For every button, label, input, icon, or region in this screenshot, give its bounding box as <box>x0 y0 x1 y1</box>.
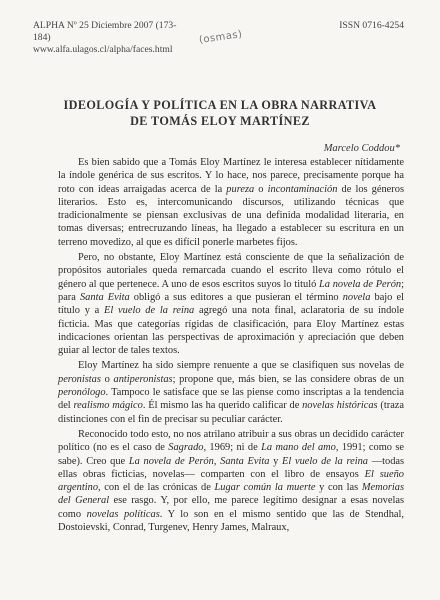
italic-run: La novela de Perón <box>319 278 402 290</box>
italic-run: La mano del amo <box>261 442 336 454</box>
text-run: (traza distinciones con el fin de precisar su peculiar carácter. <box>58 400 405 425</box>
italic-run: El vuelo de la reina <box>282 455 369 467</box>
text-run: Es bien sabido que a Tomás Eloy Martínez le interesa establecer nítidamente la índole genérica de sus escritos. Y lo hace, nos parece, precisamente porque ha roto con ideas arraigadas acerca de la <box>58 157 404 195</box>
paragraph <box>58 359 404 425</box>
italic-run: Santa Evita <box>220 455 270 467</box>
article-body <box>58 156 404 534</box>
italic-run: peronólogo <box>58 387 106 399</box>
italic-run: antiperonistas <box>113 373 173 385</box>
text-run: y <box>269 455 283 467</box>
italic-run: El vuelo de la reina <box>104 305 195 317</box>
text-run: ; propone que, más bien, se las considere obras de un <box>172 373 405 385</box>
title-line-2: DE TOMÁS ELOY MARTÍNEZ <box>130 114 310 128</box>
italic-run: Santa Evita <box>79 291 130 303</box>
text-run: , 1969; ni de <box>203 442 262 454</box>
text-run: —todas ellas obras ficticias, novelas— comparten con el libro de ensayos <box>58 455 405 480</box>
italic-run: El sueño argentino <box>58 468 404 494</box>
text-run: Reconocido todo esto, no nos atrilano atribuir a sus obras un decidido carácter político (no es el caso de <box>58 428 404 454</box>
text-run: . Tampoco le satisface que se las piense como inscriptas a la tendencia del <box>58 387 404 412</box>
title-line-1: IDEOLOGÍA Y POLÍTICA EN LA OBRA NARRATIVA <box>63 98 377 112</box>
italic-run: novela <box>342 291 371 303</box>
text-run: o <box>254 183 268 195</box>
text-run: ese rasgo. Y, por ello, me parece legítimo designar a esas novelas como <box>58 495 405 520</box>
text-run: , 1991; como se sabe). Creo que <box>58 442 404 467</box>
italic-run: Sagrado <box>168 442 204 454</box>
text-run: o <box>100 373 114 385</box>
text-run: obligó a sus editores a que pusieran el término <box>129 291 343 303</box>
text-run: agregó una nota final, aclaratoria de su índole ficticia. Mas que categorías rígidas de clasificación, para Eloy Martínez estas indicaciones orientan las perspectivas de aproximación y apreciación que deben guiar al lector de tales textos. <box>58 305 404 357</box>
italic-run: pureza <box>226 183 255 195</box>
issn-number: ISSN 0716-4254 <box>339 20 404 31</box>
journal-citation <box>33 20 193 56</box>
handwritten-note: (osmas) <box>198 29 244 46</box>
text-run: . Y lo son en el mismo sentido que las de Stendhal, Dostoievski, Conrad, Turgenev, Henry James, Malraux, <box>58 508 404 534</box>
journal-line: ALPHA Nº 25 Diciembre 2007 (173-184) <box>33 20 177 43</box>
text-run: y con las <box>315 482 362 494</box>
italic-run: Lugar común la muerte <box>214 482 316 494</box>
article-title <box>0 97 440 129</box>
italic-run: peronistas <box>58 373 101 385</box>
text-run: Eloy Martínez ha sido siempre renuente a que se clasifiquen sus novelas de <box>78 360 404 372</box>
italic-run: realismo mágico <box>73 400 143 412</box>
text-run: ; para <box>58 278 404 303</box>
journal-url: www.alfa.ulagos.cl/alpha/faces.html <box>33 44 173 55</box>
italic-run: incontaminación <box>267 183 338 195</box>
italic-run: novelas históricas <box>302 400 378 412</box>
text-run: . Él mismo las ha querido calificar de <box>142 400 303 412</box>
paragraph <box>58 428 404 534</box>
italic-run: La novela de Perón <box>128 455 214 467</box>
paragraph <box>58 251 404 357</box>
text-run: , con el de las crónicas de <box>98 482 215 494</box>
text-run: Pero, no obstante, Eloy Martínez está consciente de que la señalización de propósitos autoriales queda remarcada cuando el escrito lleva como rótulo el género al que pertenece. A uno de esos escritos suyos lo tituló <box>58 252 404 290</box>
text-run: , <box>213 455 221 467</box>
paragraph <box>58 156 404 249</box>
text-run: de los géneros literarios. Esto es, intercomunicando discursos, utilizando técnicas que tradicionalmente se piensan exclusivas de una definida modalidad literaria, en tomas diversas; entrecruzando líneas, ha llegado a establecer su escritura en un terreno movedizo, al que es difícil ponerle marbetes fijos. <box>58 183 404 248</box>
author-name: Marcelo Coddou* <box>323 143 400 154</box>
italic-run: novelas políticas <box>86 508 160 520</box>
italic-run: Memorias del General <box>58 482 404 507</box>
text-run: bajo el título y a <box>58 291 404 317</box>
